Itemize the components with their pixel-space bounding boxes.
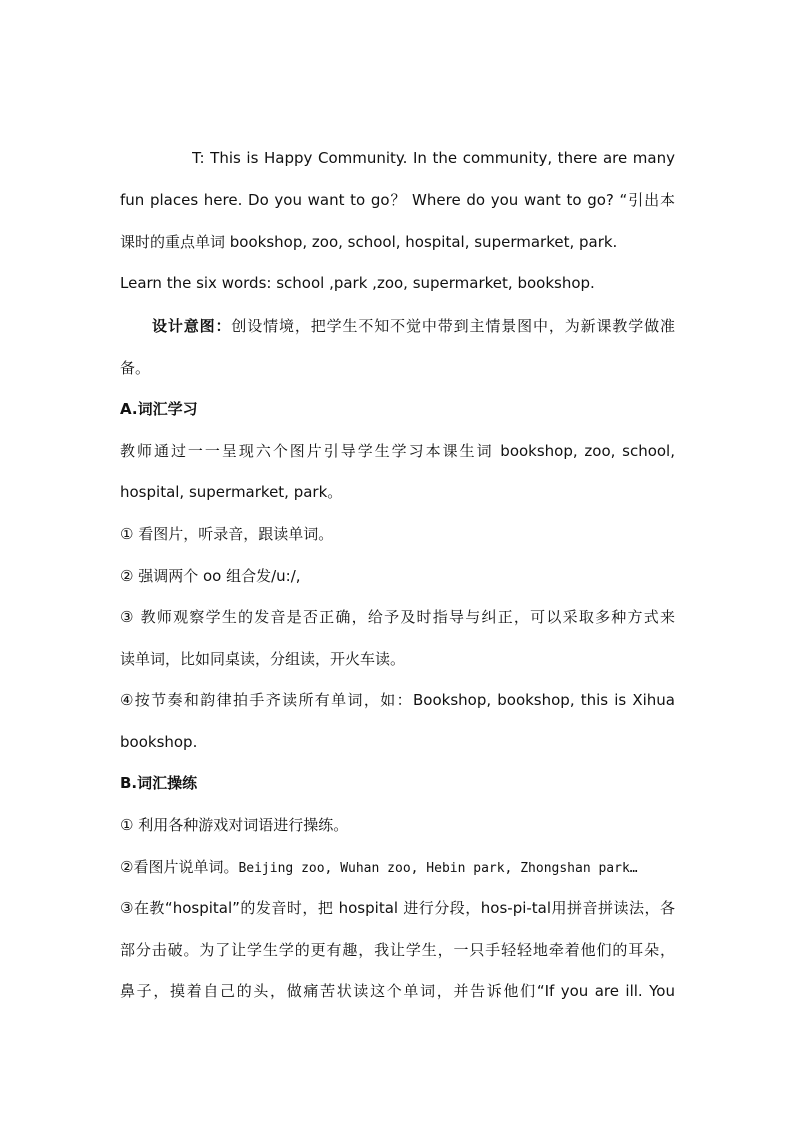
list-item: ① 利用各种游戏对词语进行操练。: [120, 816, 349, 834]
list-item: ③ 教师观察学生的发音是否正确，给予及时指导与纠正，可以采取多种方式来: [120, 608, 675, 626]
list-item: ② 强调两个 oo 组合发/u:/,: [120, 567, 301, 585]
paragraph-line: T: This is Happy Community. In the community, there are many: [192, 149, 675, 167]
paragraph-line: Learn the six words: school ,park ,zoo, supermarket, bookshop.: [120, 274, 595, 292]
paragraph-line: 读单词，比如同桌读，分组读，开火车读。: [120, 650, 406, 668]
list-item: ③在教“hospital”的发音时，把 hospital 进行分段，hos-pi-tal用拼音拼读法，各: [120, 899, 675, 917]
place-examples: Beijing zoo, Wuhan zoo, Hebin park, Zhongshan park…: [238, 861, 638, 876]
paragraph-line: 课时的重点单词 bookshop, zoo, school, hospital, supermarket, park.: [120, 233, 618, 251]
section-heading-a: A.词汇学习: [120, 400, 198, 418]
paragraph-line: 教师通过一一呈现六个图片引导学生学习本课生词 bookshop, zoo, school,: [120, 442, 675, 460]
design-intent-line: [152, 316, 675, 336]
list-item: ① 看图片，听录音，跟读单词。: [120, 525, 334, 543]
paragraph-line: 鼻子，摸着自己的头，做痛苦状读这个单词，并告诉他们“If you are ill. You: [120, 982, 675, 1000]
design-intent-text: 创设情境，把学生不知不觉中带到主情景图中，为新课教学做准: [231, 317, 675, 335]
paragraph-line: 备。: [120, 359, 151, 377]
section-heading-b: B.词汇操练: [120, 774, 198, 792]
paragraph-line: hospital, supermarket, park。: [120, 483, 343, 501]
paragraph-line: bookshop.: [120, 733, 198, 751]
list-item: ④按节奏和韵律拍手齐读所有单词，如：Bookshop, bookshop, this is Xihua: [120, 691, 675, 709]
design-intent-label: 设计意图：: [152, 317, 232, 335]
paragraph-line: fun places here. Do you want to go？ Where do you want to go? “引出本: [120, 191, 675, 209]
list-item: [120, 857, 675, 879]
paragraph-line: 部分击破。为了让学生学的更有趣，我让学生，一只手轻轻地牵着他们的耳朵，: [120, 941, 675, 959]
list-item-text: ②看图片说单词。: [120, 858, 239, 876]
